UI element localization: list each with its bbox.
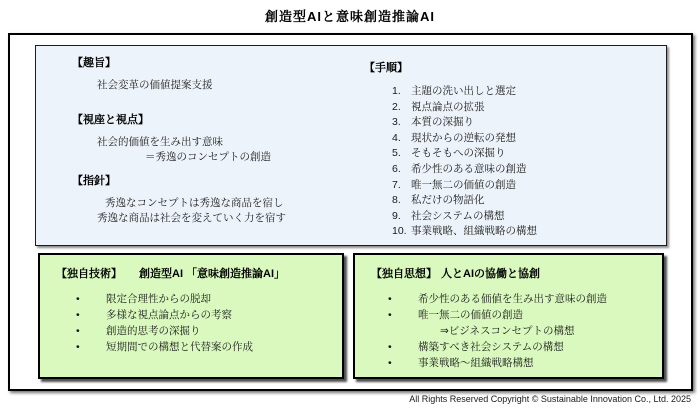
procedure-step (364, 115, 659, 131)
procedure-step (364, 209, 659, 225)
step-text: そもそもへの深掘り (411, 147, 506, 160)
bullet-text: 唯一無二の価値の創造 (418, 309, 523, 321)
procedure-step (364, 100, 659, 116)
procedure-heading: 【手順】 (364, 62, 408, 74)
step-number: 2. (392, 100, 401, 113)
step-text: 社会システムの構想 (411, 209, 505, 222)
purpose-heading: 【趣旨】 (72, 57, 116, 69)
procedure-step (364, 84, 659, 100)
step-text: 本質の深掘り (411, 116, 474, 129)
unique-philosophy-box (353, 253, 664, 379)
viewpoint-line1: 社会的価値を生み出す意味 (97, 136, 223, 148)
step-number: 3. (392, 116, 401, 129)
procedure-step (364, 131, 659, 147)
step-number: 9. (392, 209, 401, 222)
procedure-step (364, 224, 659, 240)
unique-philosophy-heading (371, 265, 662, 281)
procedure-step-list (364, 84, 659, 240)
bullet-item (40, 339, 342, 355)
bullet-icon (76, 339, 106, 355)
bullet-icon (388, 339, 418, 355)
slide-frame (8, 33, 693, 391)
bullet-icon (76, 307, 106, 323)
bullet-icon (76, 291, 106, 307)
procedure-step (364, 146, 659, 162)
bullet-text: 事業戦略～組織戦略構想 (418, 357, 534, 369)
page-title: 創造型AIと意味創造推論AI (264, 9, 435, 24)
step-text: 視点論点の拡張 (411, 100, 485, 113)
bullet-item (355, 291, 662, 307)
bullet-item (40, 291, 342, 307)
bullet-icon (388, 291, 418, 307)
overview-panel (35, 45, 667, 246)
step-number: 5. (392, 147, 401, 160)
bullet-text: 限定合理性からの脱却 (106, 293, 211, 305)
step-number: 10. (392, 225, 407, 238)
unique-technology-heading (56, 265, 342, 281)
step-text: 主題の洗い出しと選定 (411, 85, 516, 97)
procedure-column (364, 59, 659, 240)
step-number: 1. (392, 85, 401, 97)
procedure-step (364, 193, 659, 209)
unique-technology-bullets (40, 291, 342, 355)
unique-philosophy-label: 【独自思想】 (371, 268, 437, 280)
bullet-item (355, 339, 662, 355)
procedure-step (364, 162, 659, 178)
bullet-text: ⇒ビジネスコンセプトの構想 (440, 325, 575, 337)
step-number: 6. (392, 162, 401, 175)
step-number: 7. (392, 178, 401, 191)
step-number: 8. (392, 194, 401, 207)
bullet-icon (388, 355, 418, 371)
bullet-icon (388, 307, 418, 323)
bullet-text: 構築すべき社会システムの構想 (418, 341, 564, 353)
unique-philosophy-bullets (355, 291, 662, 371)
bullet-item (355, 355, 662, 371)
step-text: 唯一無二の価値の創造 (411, 178, 516, 191)
unique-technology-box (38, 253, 344, 379)
step-text: 私だけの物語化 (411, 194, 485, 207)
bullet-icon (76, 323, 106, 339)
policy-heading: 【指針】 (72, 175, 116, 187)
overview-left-column (72, 56, 357, 226)
bullet-text: 短期間での構想と代替案の作成 (106, 341, 253, 353)
policy-line2: 秀逸な商品は社会を変えていく力を宿す (97, 212, 286, 224)
copyright-text: All Rights Reserved Copyright © Sustainable Innovation Co., Ltd. 2025 (409, 394, 691, 404)
unique-philosophy-title: 人とAIの協働と協創 (441, 268, 540, 280)
bullet-item (40, 323, 342, 339)
unique-technology-label: 【独自技術】 (56, 268, 122, 280)
step-text: 事業戦略、組織戦略の構想 (411, 225, 537, 238)
bullet-continuation (355, 323, 662, 339)
viewpoint-line2: ＝秀逸のコンセプトの創造 (145, 151, 271, 163)
unique-technology-title: 創造型AI 「意味創造推論AI」 (139, 268, 286, 280)
purpose-text: 社会変革の価値提案支援 (97, 79, 213, 91)
bullet-text: 希少性のある価値を生み出す意味の創造 (418, 293, 607, 305)
step-text: 希少性のある意味の創造 (411, 162, 527, 175)
bullet-text: 多様な視点論点からの考察 (106, 309, 232, 321)
procedure-step (364, 178, 659, 194)
step-text: 現状からの逆転の発想 (411, 131, 516, 144)
policy-line1: 秀逸なコンセプトは秀逸な商品を宿し (105, 197, 284, 209)
viewpoint-heading: 【視座と視点】 (72, 114, 149, 126)
bullet-item (40, 307, 342, 323)
bullet-text: 創造的思考の深掘り (106, 325, 201, 337)
bullet-item (355, 307, 662, 323)
step-number: 4. (392, 131, 401, 144)
